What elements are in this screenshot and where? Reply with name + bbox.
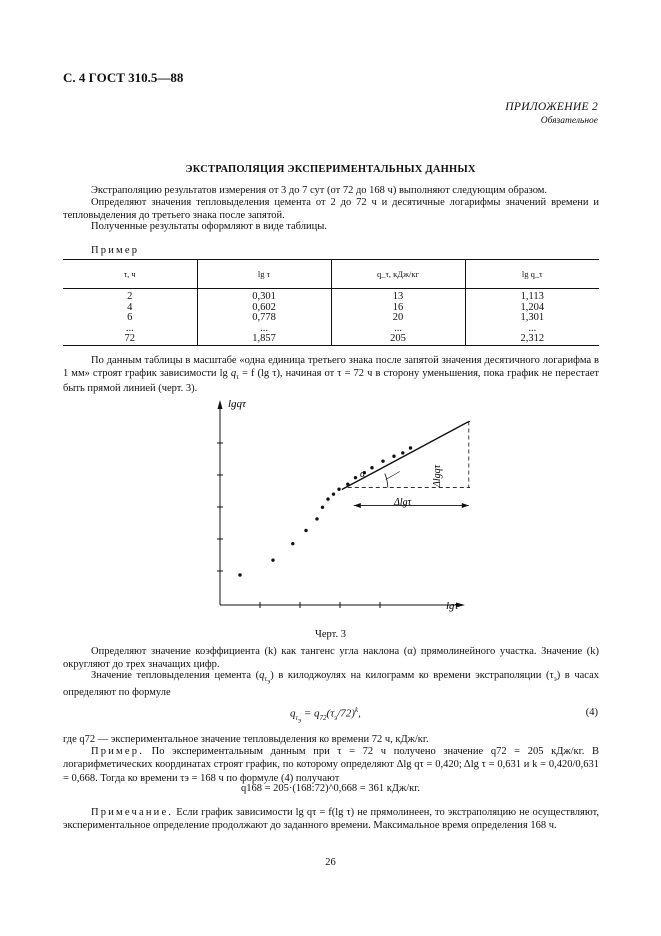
alpha-arc: [385, 474, 388, 488]
y-axis-arrow: [218, 400, 223, 409]
data-point: [392, 455, 395, 458]
table-cell: ...: [197, 324, 331, 335]
table-row: [63, 313, 599, 324]
data-point: [370, 466, 373, 469]
fit-line-group: [342, 422, 470, 509]
appendix-label: [505, 100, 598, 127]
data-point: [321, 506, 324, 509]
delta-lgtau-label: Δlgτ: [394, 497, 412, 508]
scale-paragraph: По данным таблицы в масштабе «одна единица третьего знака после запятой значения десятичного логарифма в 1 мм» строят график зависимости $\lg q_\tau = f$ (lg τ), начиная от τ = 72 ч в сторону уменьшения, пока график не перестает быть прямой линией (черт. 3).: [63, 355, 599, 395]
formula-4-number: (4): [585, 707, 598, 718]
data-point: [337, 488, 340, 491]
table-cell: ...: [465, 324, 599, 335]
table-cell: 1,204: [465, 303, 599, 314]
table-cell: 4: [127, 301, 133, 313]
table-row: [63, 303, 599, 314]
table-cell: ...: [125, 322, 134, 334]
example2-paragraph: Пример. По экспериментальным данным при τ = 72 ч получено значение q72 = 205 кДж/кг. В логарифметических координатах строят график, по которому определяют Δlg qτ = 0,420; Δlg τ = 0,631 и k = 0,420/0,631 = 0,668. Тогда ко времени τэ = 168 ч по формуле (4) получают: [63, 746, 599, 784]
table-header-lg-q: lg q_τ: [465, 260, 599, 289]
alpha-leader: [386, 472, 400, 480]
chart-caption: Черт. 3: [315, 629, 346, 640]
example-label: Пример: [91, 245, 140, 256]
delta-lgq-label: Δlgqτ: [432, 464, 443, 487]
table-cell: 0,602: [197, 303, 331, 314]
chart-3: [210, 395, 470, 620]
data-point: [271, 558, 274, 561]
delta-lgtau-arrow-right: [462, 503, 469, 508]
table-cell: 16: [331, 303, 465, 314]
table-cell: 205: [331, 334, 465, 345]
appendix-title: ПРИЛОЖЕНИЕ 2: [505, 101, 598, 113]
data-point: [381, 459, 384, 462]
table-cell: 0,778: [197, 313, 331, 324]
data-point: [354, 476, 357, 479]
data-point: [291, 542, 294, 545]
table-header-tau: τ, ч: [63, 260, 197, 289]
delta-lgtau-arrow-left: [354, 503, 361, 508]
intro-paragraph-1: Экстраполяцию результатов измерения от 3 до 7 сут (от 72 до 168 ч) выполняют следующим образом.: [91, 185, 548, 196]
y-axis-label: lgqτ: [228, 398, 246, 410]
alpha-label: α: [360, 469, 366, 480]
table-header-q: q_τ, кДж/кг: [331, 260, 465, 289]
page-number: 26: [325, 857, 336, 868]
example2-label: Пример.: [91, 746, 145, 757]
data-point: [409, 446, 412, 449]
formula-4: $q_{\tau_э} = q_{72}(\tau_э/72)^k$,: [290, 706, 361, 725]
k-paragraph: Определяют значение коэффициента (k) как тангенс угла наклона (α) прямолинейного участка. Значение (k) округляют до трех значащих цифр.: [63, 646, 599, 671]
table-row: [63, 324, 599, 335]
table-cell: 6: [127, 312, 133, 323]
result-formula: q168 = 205·(168:72)^0,668 = 361 кДж/кг.: [241, 783, 420, 794]
intro-paragraph-2: Определяют значения тепловыделения цемента от 2 до 72 ч и десятичные логарифмы значений времени и тепловыделения до третьего знака после запятой.: [63, 197, 599, 222]
table-row: [63, 289, 599, 303]
x-axis-label: lgτ: [446, 600, 459, 612]
data-point: [238, 573, 241, 576]
table-cell: 2,312: [465, 334, 599, 345]
table-cell: 2: [127, 291, 133, 302]
section-title: ЭКСТРАПОЛЯЦИЯ ЭКСПЕРИМЕНТАЛЬНЫХ ДАННЫХ: [185, 164, 476, 175]
table-cell: 72: [63, 334, 197, 345]
data-point: [326, 497, 329, 500]
table-cell: 1,857: [197, 334, 331, 345]
table-cell: 13: [331, 289, 465, 303]
appendix-status: Обязательное: [540, 115, 598, 126]
table-cell: ...: [331, 324, 465, 335]
table-cell: 0,301: [197, 289, 331, 303]
page-header: С. 4 ГОСТ 310.5—88: [63, 70, 184, 85]
axis-ticks: [217, 443, 380, 608]
data-point: [332, 492, 335, 495]
table-cell: 1,301: [465, 313, 599, 324]
data-point: [315, 517, 318, 520]
data-point: [401, 451, 404, 454]
note-paragraph: Примечание. Если график зависимости lg qτ = f(lg τ) не прямолинеен, то экстраполяцию не осуществляют, экспериментальное определение продолжают до заданного времени. Максимальное время определения 168 ч.: [63, 807, 599, 832]
data-point: [304, 529, 307, 532]
table-cell: 1,113: [465, 289, 599, 303]
heat-paragraph: Значение тепловыделения цемента $(q_{\tau_э})$ в килоджоулях на килограмм ко времени экстраполяции $(\tau_э)$ в часах определяют по формуле: [63, 670, 599, 699]
intro-paragraph-3: Полученные результаты оформляют в виде таблицы.: [91, 221, 327, 232]
note-label: Примечание.: [91, 807, 174, 818]
table-cell: 20: [331, 313, 465, 324]
where-paragraph: где q72 — экспериментальное значение тепловыделения ко времени 72 ч, кДж/кг.: [63, 734, 429, 745]
table-row: [63, 334, 599, 345]
data-table: [63, 259, 599, 346]
table-header-lg-tau: lg τ: [197, 260, 331, 289]
